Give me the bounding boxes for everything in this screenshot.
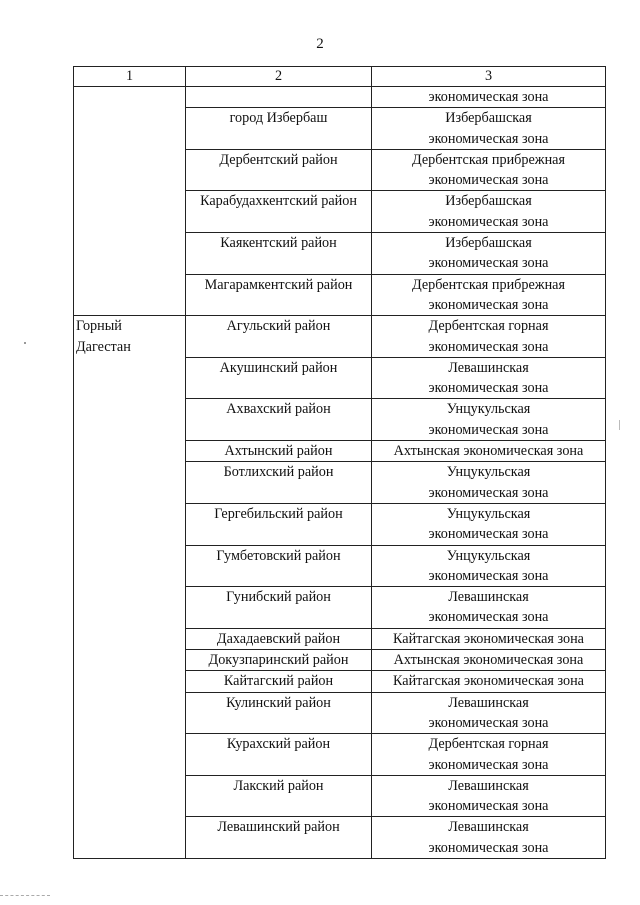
district-cell bbox=[186, 775, 372, 817]
zone-cell bbox=[372, 775, 606, 817]
zone-name-line: Левашинская bbox=[448, 777, 529, 794]
zone-cell bbox=[372, 87, 606, 108]
district-cell bbox=[186, 233, 372, 275]
zone-cell bbox=[372, 357, 606, 399]
zone-cell bbox=[372, 734, 606, 776]
zone-cell bbox=[372, 545, 606, 587]
zone-name-line: Левашинская bbox=[448, 359, 529, 376]
district-cell bbox=[186, 191, 372, 233]
zone-name-line: экономическая зона bbox=[428, 714, 549, 731]
region-cell bbox=[74, 316, 186, 859]
district-name: Агульский район bbox=[226, 318, 331, 335]
zone-cell bbox=[372, 587, 606, 629]
zone-name-line: Унцукульская bbox=[446, 464, 531, 481]
zone-cell bbox=[372, 692, 606, 734]
zone-name-line: экономическая зона bbox=[428, 421, 549, 438]
zone-name-line: экономическая зона bbox=[428, 296, 549, 313]
district-name: Акушинский район bbox=[219, 359, 338, 376]
district-cell bbox=[186, 587, 372, 629]
column-header-2: 2 bbox=[186, 67, 372, 87]
district-cell bbox=[186, 650, 372, 671]
zone-name-line: Ахтынская экономическая зона bbox=[393, 652, 584, 669]
zone-name-line: экономическая зона bbox=[428, 798, 549, 815]
district-cell bbox=[186, 149, 372, 191]
column-header-3: 3 bbox=[372, 67, 606, 87]
district-name: Карабудахкентский район bbox=[200, 193, 357, 210]
zone-name-line: экономическая зона bbox=[428, 484, 549, 501]
region-name-line: Горный bbox=[76, 318, 122, 335]
district-name: Гергебильский район bbox=[214, 505, 343, 522]
district-cell bbox=[186, 274, 372, 316]
district-name: Гунибский район bbox=[226, 589, 331, 606]
zone-name-line: экономическая зона bbox=[428, 839, 549, 856]
zone-name-line: экономическая зона bbox=[428, 130, 549, 147]
district-cell bbox=[186, 817, 372, 859]
table-row bbox=[74, 316, 606, 358]
zone-name-line: экономическая зона bbox=[428, 172, 549, 189]
zone-name-line: Избербашская bbox=[445, 235, 532, 252]
district-cell bbox=[186, 462, 372, 504]
district-cell bbox=[186, 734, 372, 776]
district-name: Ботлихский район bbox=[223, 464, 334, 481]
zone-name-line: экономическая зона bbox=[428, 526, 549, 543]
zone-name-line: экономическая зона bbox=[428, 756, 549, 773]
zone-name-line: Ахтынская экономическая зона bbox=[393, 443, 584, 460]
zone-cell bbox=[372, 233, 606, 275]
zone-name-line: Левашинская bbox=[448, 819, 529, 836]
district-name: Левашинский район bbox=[217, 819, 340, 836]
zone-name-line: экономическая зона bbox=[428, 338, 549, 355]
district-name: Дербентский район bbox=[219, 151, 338, 168]
zone-name-line: Дербентская горная bbox=[428, 736, 549, 753]
district-name: Магарамкентский район bbox=[204, 276, 353, 293]
district-name: Ахтынский район bbox=[224, 443, 333, 460]
scan-artifact bbox=[0, 895, 50, 897]
economic-zones-table bbox=[73, 66, 606, 859]
zone-cell bbox=[372, 628, 606, 649]
district-name: Курахский район bbox=[226, 736, 331, 753]
zone-name-line: Дербентская прибрежная bbox=[412, 151, 565, 168]
district-cell bbox=[186, 316, 372, 358]
district-cell bbox=[186, 399, 372, 441]
zone-name-line: Кайтагская экономическая зона bbox=[393, 630, 584, 647]
zone-cell bbox=[372, 503, 606, 545]
column-header-1: 1 bbox=[74, 67, 186, 87]
district-cell bbox=[186, 441, 372, 462]
zone-name-line: экономическая зона bbox=[428, 89, 549, 105]
zone-name-line: Дербентская горная bbox=[428, 318, 549, 335]
zone-cell bbox=[372, 191, 606, 233]
district-name: Кулинский район bbox=[226, 694, 331, 711]
region-name-line: Дагестан bbox=[76, 338, 131, 355]
district-name: Лакский район bbox=[233, 777, 324, 794]
zone-name-line: экономическая зона bbox=[428, 213, 549, 230]
zone-cell bbox=[372, 108, 606, 150]
zone-name-line: Унцукульская bbox=[446, 547, 531, 564]
zone-name-line: Избербашская bbox=[445, 193, 532, 210]
zone-name-line: Избербашская bbox=[445, 110, 532, 127]
zone-cell bbox=[372, 817, 606, 859]
header-row bbox=[74, 67, 606, 87]
zone-name-line: экономическая зона bbox=[428, 255, 549, 272]
district-name: Ахвахский район bbox=[226, 401, 331, 418]
district-name: город Избербаш bbox=[229, 110, 328, 127]
page-number: 2 bbox=[316, 36, 324, 52]
zone-name-line: Унцукульская bbox=[446, 401, 531, 418]
zone-cell bbox=[372, 650, 606, 671]
district-name: Гумбетовский район bbox=[216, 547, 341, 564]
scan-artifact bbox=[619, 420, 620, 430]
district-name: Докузпаринский район bbox=[208, 652, 349, 669]
district-cell bbox=[186, 87, 372, 108]
region-cell bbox=[74, 87, 186, 316]
district-cell bbox=[186, 692, 372, 734]
zone-name-line: экономическая зона bbox=[428, 567, 549, 584]
district-cell bbox=[186, 628, 372, 649]
zone-cell bbox=[372, 274, 606, 316]
zone-name-line: Кайтагская экономическая зона bbox=[393, 673, 584, 690]
district-cell bbox=[186, 108, 372, 150]
district-cell bbox=[186, 671, 372, 692]
district-name: Каякентский район bbox=[220, 235, 337, 252]
zone-name-line: экономическая зона bbox=[428, 380, 549, 397]
zone-name-line: экономическая зона bbox=[428, 609, 549, 626]
zone-cell bbox=[372, 399, 606, 441]
zone-name-line: Унцукульская bbox=[446, 505, 531, 522]
zone-cell bbox=[372, 149, 606, 191]
district-name: Кайтагский район bbox=[223, 673, 334, 690]
district-cell bbox=[186, 357, 372, 399]
table-body bbox=[74, 87, 606, 859]
table-row bbox=[74, 87, 606, 108]
district-cell bbox=[186, 545, 372, 587]
district-cell bbox=[186, 503, 372, 545]
zone-name-line: Левашинская bbox=[448, 694, 529, 711]
district-name: Дахадаевский район bbox=[216, 630, 341, 647]
zone-cell bbox=[372, 316, 606, 358]
zone-cell bbox=[372, 462, 606, 504]
zone-name-line: Дербентская прибрежная bbox=[412, 276, 565, 293]
zone-name-line: Левашинская bbox=[448, 589, 529, 606]
scan-artifact bbox=[24, 342, 26, 344]
zone-cell bbox=[372, 441, 606, 462]
zone-cell bbox=[372, 671, 606, 692]
